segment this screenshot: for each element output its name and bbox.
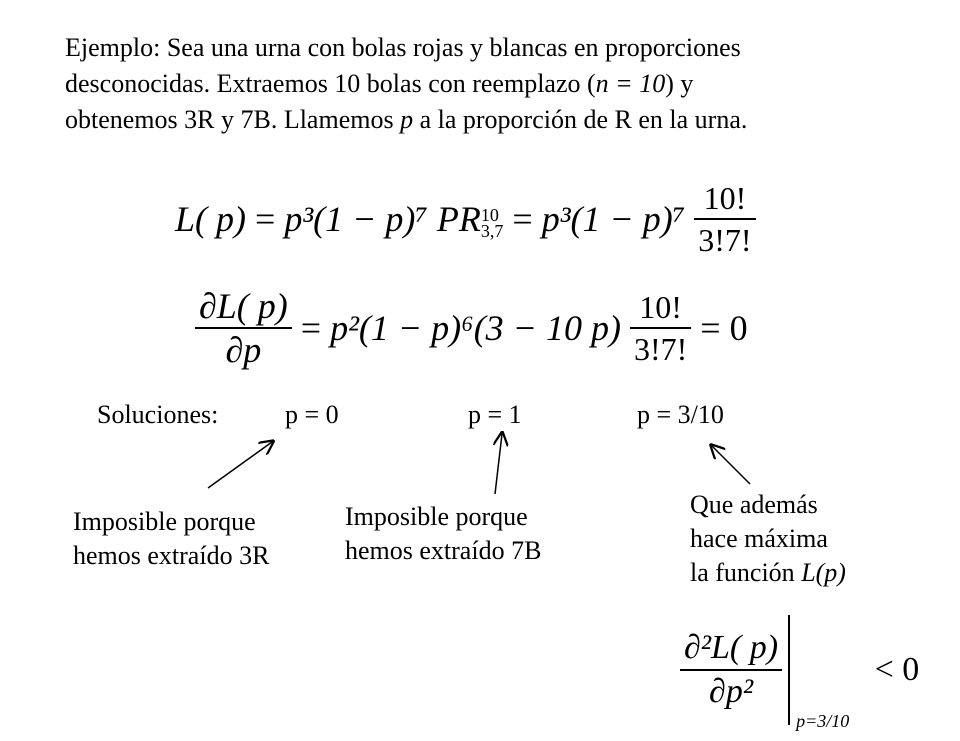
arrow-to-p-3-10: [712, 446, 750, 484]
derivative-rhs: = 0: [700, 308, 748, 348]
evaluation-point: p=3/10: [796, 711, 850, 731]
note-impossible-7b: [345, 500, 541, 568]
intro-line-2: [65, 66, 747, 102]
intro-line-2-b: ) y: [665, 69, 694, 98]
permutation-letters: PR: [436, 199, 481, 239]
intro-line-3-b: a la proporción de R en la urna.: [413, 105, 748, 134]
equals-sign-1: =: [255, 199, 276, 239]
note-1-line-2: hemos extraído 3R: [73, 541, 270, 570]
second-derivative-numerator: ∂²L( p): [684, 629, 779, 666]
solution-p-3-10: p = 3/10: [637, 400, 724, 429]
note-2-line-2: hemos extraído 7B: [345, 536, 542, 565]
derivative-fraction: [195, 285, 292, 371]
intro-n-value: n = 10: [595, 69, 666, 98]
intro-line-1: Ejemplo: Sea una urna con bolas rojas y blancas en proporciones: [65, 33, 741, 62]
note-3-line-3: [690, 556, 846, 590]
solution-p-0: p = 0: [285, 400, 339, 429]
derivative-multinomial-fraction: [630, 287, 691, 369]
note-2-line-1: Imposible porque: [345, 502, 528, 531]
note-3-line-1: Que además: [690, 490, 818, 519]
likelihood-term-1: p³(1 − p)⁷: [284, 199, 428, 239]
permutation-superscript: 10: [480, 204, 499, 225]
multinomial-fraction: [694, 178, 755, 260]
derivative-multinomial-denominator: 3!7!: [630, 327, 691, 369]
note-3-function-name: L(p): [801, 558, 846, 587]
note-3-line-2: hace máxima: [690, 524, 828, 553]
derivative-numerator: ∂L( p): [199, 286, 288, 326]
intro-p-symbol: p: [400, 105, 414, 134]
note-maximum: [690, 488, 846, 590]
derivative-equation: [195, 285, 748, 371]
evaluation-bar: [788, 615, 850, 731]
note-3-line-3-a: la función: [690, 558, 802, 587]
second-derivative-fraction: [680, 627, 782, 713]
multinomial-numerator: 10!: [703, 180, 747, 216]
solutions-label: Soluciones:: [97, 400, 219, 429]
multinomial-denominator: 3!7!: [694, 218, 755, 260]
permutation-symbol: [437, 199, 503, 239]
intro-line-3: [65, 102, 747, 138]
intro-line-2-a: desconocidas. Extraemos 10 bolas con reemplazo (: [65, 69, 596, 98]
likelihood-equation: [175, 178, 756, 260]
intro-line-3-a: obtenemos 3R y 7B. Llamemos: [65, 105, 401, 134]
note-1-line-1: Imposible porque: [73, 507, 256, 536]
solution-p-1: p = 1: [468, 400, 522, 429]
second-derivative-denominator: ∂p²: [680, 669, 782, 713]
likelihood-lhs: L( p): [175, 199, 246, 239]
arrow-to-p-0: [208, 442, 272, 488]
intro-paragraph: [65, 30, 747, 138]
second-derivative-condition: [680, 615, 920, 731]
derivative-multinomial-numerator: 10!: [639, 289, 682, 325]
equals-sign-3: =: [300, 308, 322, 348]
second-derivative-rhs: < 0: [874, 651, 920, 688]
arrow-to-p-1: [495, 434, 502, 494]
derivative-body: p²(1 − p)⁶(3 − 10 p): [330, 308, 621, 348]
derivative-denominator: ∂p: [195, 327, 292, 371]
note-impossible-3r: [73, 505, 269, 573]
likelihood-term-2: p³(1 − p)⁷: [541, 199, 686, 239]
permutation-subscript: 3,7: [480, 220, 504, 241]
equals-sign-2: =: [512, 199, 533, 239]
